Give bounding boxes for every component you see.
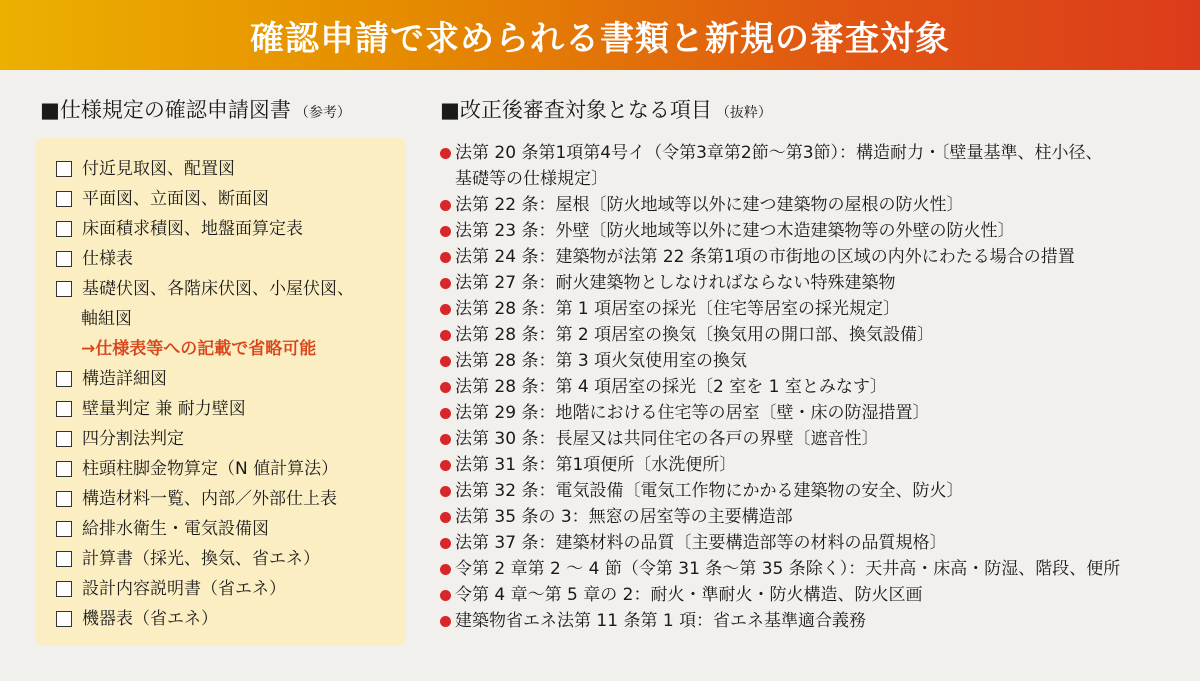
checkbox-icon: [56, 491, 72, 507]
review-item-label: 法第 22 条：屋根〔防火地域等以外に建つ建築物の屋根の防火性〕: [455, 195, 964, 215]
review-item: [440, 556, 1180, 582]
checklist-item: [56, 364, 401, 394]
bullet-icon: [440, 590, 451, 601]
checkbox-icon: [56, 371, 72, 387]
bullet-icon: [440, 226, 451, 237]
bullet-icon: [440, 304, 451, 315]
review-item-label: 法第 27 条：耐火建築物としなければならない特殊建築物: [455, 273, 896, 293]
review-item-continuation: [440, 166, 1180, 192]
review-item-label: 法第 31 条：第1項便所〔水洗便所〕: [455, 455, 737, 475]
bullet-icon: [440, 408, 451, 419]
checklist-item-label: 床面積求積図、地盤面算定表: [82, 219, 303, 239]
checklist-item-label: 基礎伏図、各階床伏図、小屋伏図、: [82, 279, 354, 299]
bullet-icon: [440, 148, 451, 159]
checklist-item: [56, 574, 401, 604]
checklist-item: [56, 154, 401, 184]
checklist-item: [56, 274, 401, 304]
checklist-item: [56, 424, 401, 454]
checklist-item: [56, 514, 401, 544]
bullet-icon: [440, 200, 451, 211]
checklist-item-label: 設計内容説明書（省エネ）: [82, 579, 286, 599]
review-item: [440, 582, 1180, 608]
review-item-label: 法第 23 条：外壁〔防火地域等以外に建つ木造建築物等の外壁の防火性〕: [455, 221, 1015, 241]
checklist-item: [56, 184, 401, 214]
review-item-label: 法第 30 条：長屋又は共同住宅の各戸の界壁〔遮音性〕: [455, 429, 879, 449]
checklist-item-label: 機器表（省エネ）: [82, 609, 218, 629]
bullet-icon: [440, 356, 451, 367]
review-item-label: 基礎等の仕様規定〕: [455, 169, 608, 189]
bullet-icon: [440, 616, 451, 627]
bullet-icon: [440, 252, 451, 263]
right-heading-note: （抜粋）: [715, 105, 772, 121]
bullet-icon: [440, 486, 451, 497]
document-checklist-panel: [36, 138, 406, 646]
review-item: [440, 452, 1180, 478]
checkbox-icon: [56, 251, 72, 267]
bullet-icon: [440, 382, 451, 393]
checklist-item-label: 構造材料一覧、内部／外部仕上表: [82, 489, 337, 509]
review-item-label: 建築物省エネ法第 11 条第 1 項：省エネ基準適合義務: [455, 611, 867, 631]
checklist-item-label: 給排水衛生・電気設備図: [82, 519, 269, 539]
review-item: [440, 140, 1180, 166]
left-heading-text: ■仕様規定の確認申請図書: [40, 98, 291, 122]
review-item-label: 法第 35 条の 3：無窓の居室等の主要構造部: [455, 507, 793, 527]
checklist-item: [56, 244, 401, 274]
review-items-list: [440, 140, 1180, 634]
review-item-label: 法第 32 条：電気設備〔電気工作物にかかる建築物の安全、防火〕: [455, 481, 964, 501]
review-item-label: 法第 28 条：第 1 項居室の採光〔住宅等居室の採光規定〕: [455, 299, 901, 319]
checkbox-icon: [56, 581, 72, 597]
checklist-item: [56, 484, 401, 514]
review-item: [440, 218, 1180, 244]
checklist-item-label: 構造詳細図: [82, 369, 167, 389]
omission-note: →仕様表等への記載で省略可能: [81, 339, 317, 359]
review-item: [440, 296, 1180, 322]
left-section-heading: [40, 94, 351, 124]
review-item: [440, 504, 1180, 530]
checkbox-icon: [56, 461, 72, 477]
bullet-icon: [440, 434, 451, 445]
checklist-item: [56, 214, 401, 244]
review-item: [440, 270, 1180, 296]
document-checklist: [56, 154, 401, 634]
checkbox-icon: [56, 401, 72, 417]
checklist-item: [56, 604, 401, 634]
checkbox-icon: [56, 521, 72, 537]
review-item-label: 法第 24 条：建築物が法第 22 条第1項の市街地の区域の内外にわたる場合の措置: [455, 247, 1075, 267]
review-item: [440, 608, 1180, 634]
right-section-heading: [440, 94, 772, 124]
review-item: [440, 322, 1180, 348]
review-item-label: 令第 2 章第 2 ～ 4 節（令第 31 条～第 35 条除く）：天井高・床高・防湿、階段、便所: [455, 559, 1121, 579]
review-item: [440, 530, 1180, 556]
review-item: [440, 192, 1180, 218]
review-item-label: 法第 28 条：第 3 項火気使用室の換気: [455, 351, 748, 371]
review-item-label: 法第 29 条：地階における住宅等の居室〔壁・床の防湿措置〕: [455, 403, 930, 423]
checkbox-icon: [56, 431, 72, 447]
review-item-label: 令第 4 章～第 5 章の 2：耐火・準耐火・防火構造、防火区画: [455, 585, 923, 605]
bullet-icon: [440, 538, 451, 549]
checklist-item-label: 平面図、立面図、断面図: [82, 189, 269, 209]
review-item: [440, 348, 1180, 374]
review-item: [440, 374, 1180, 400]
checklist-item: [56, 544, 401, 574]
review-item: [440, 400, 1180, 426]
bullet-icon: [440, 564, 451, 575]
checkbox-icon: [56, 611, 72, 627]
bullet-icon: [440, 330, 451, 341]
bullet-icon: [440, 512, 451, 523]
checkbox-icon: [56, 221, 72, 237]
left-heading-note: （参考）: [294, 105, 351, 121]
title-banner: [0, 0, 1200, 70]
checklist-item-label: 軸組図: [81, 309, 132, 329]
page-title: 確認申請で求められる書類と新規の審査対象: [250, 18, 950, 59]
checkbox-icon: [56, 191, 72, 207]
checklist-item-label: 四分割法判定: [82, 429, 184, 449]
checklist-item-label: 計算書（採光、換気、省エネ）: [82, 549, 320, 569]
bullet-icon: [440, 460, 451, 471]
review-item-label: 法第 37 条：建築材料の品質〔主要構造部等の材料の品質規格〕: [455, 533, 947, 553]
checklist-item-label: 仕様表: [82, 249, 133, 269]
checklist-item-label: 壁量判定 兼 耐力壁図: [82, 399, 246, 419]
review-item: [440, 478, 1180, 504]
review-item-label: 法第 20 条第1項第4号イ（令第3章第2節～第3節）：構造耐力・〔壁量基準、柱小径、: [455, 143, 1103, 163]
right-heading-text: ■改正後審査対象となる項目: [440, 98, 712, 122]
review-item: [440, 426, 1180, 452]
checklist-item-label: 柱頭柱脚金物算定（N 値計算法）: [82, 459, 339, 479]
review-item-label: 法第 28 条：第 4 項居室の採光〔2 室を 1 室とみなす〕: [455, 377, 887, 397]
checklist-item: [56, 394, 401, 424]
bullet-icon: [440, 278, 451, 289]
checklist-item-label: 付近見取図、配置図: [82, 159, 235, 179]
checkbox-icon: [56, 161, 72, 177]
checkbox-icon: [56, 551, 72, 567]
review-item: [440, 244, 1180, 270]
checklist-item-continuation: [56, 304, 401, 334]
review-item-label: 法第 28 条：第 2 項居室の換気〔換気用の開口部、換気設備〕: [455, 325, 935, 345]
checkbox-icon: [56, 281, 72, 297]
checklist-item: [56, 454, 401, 484]
